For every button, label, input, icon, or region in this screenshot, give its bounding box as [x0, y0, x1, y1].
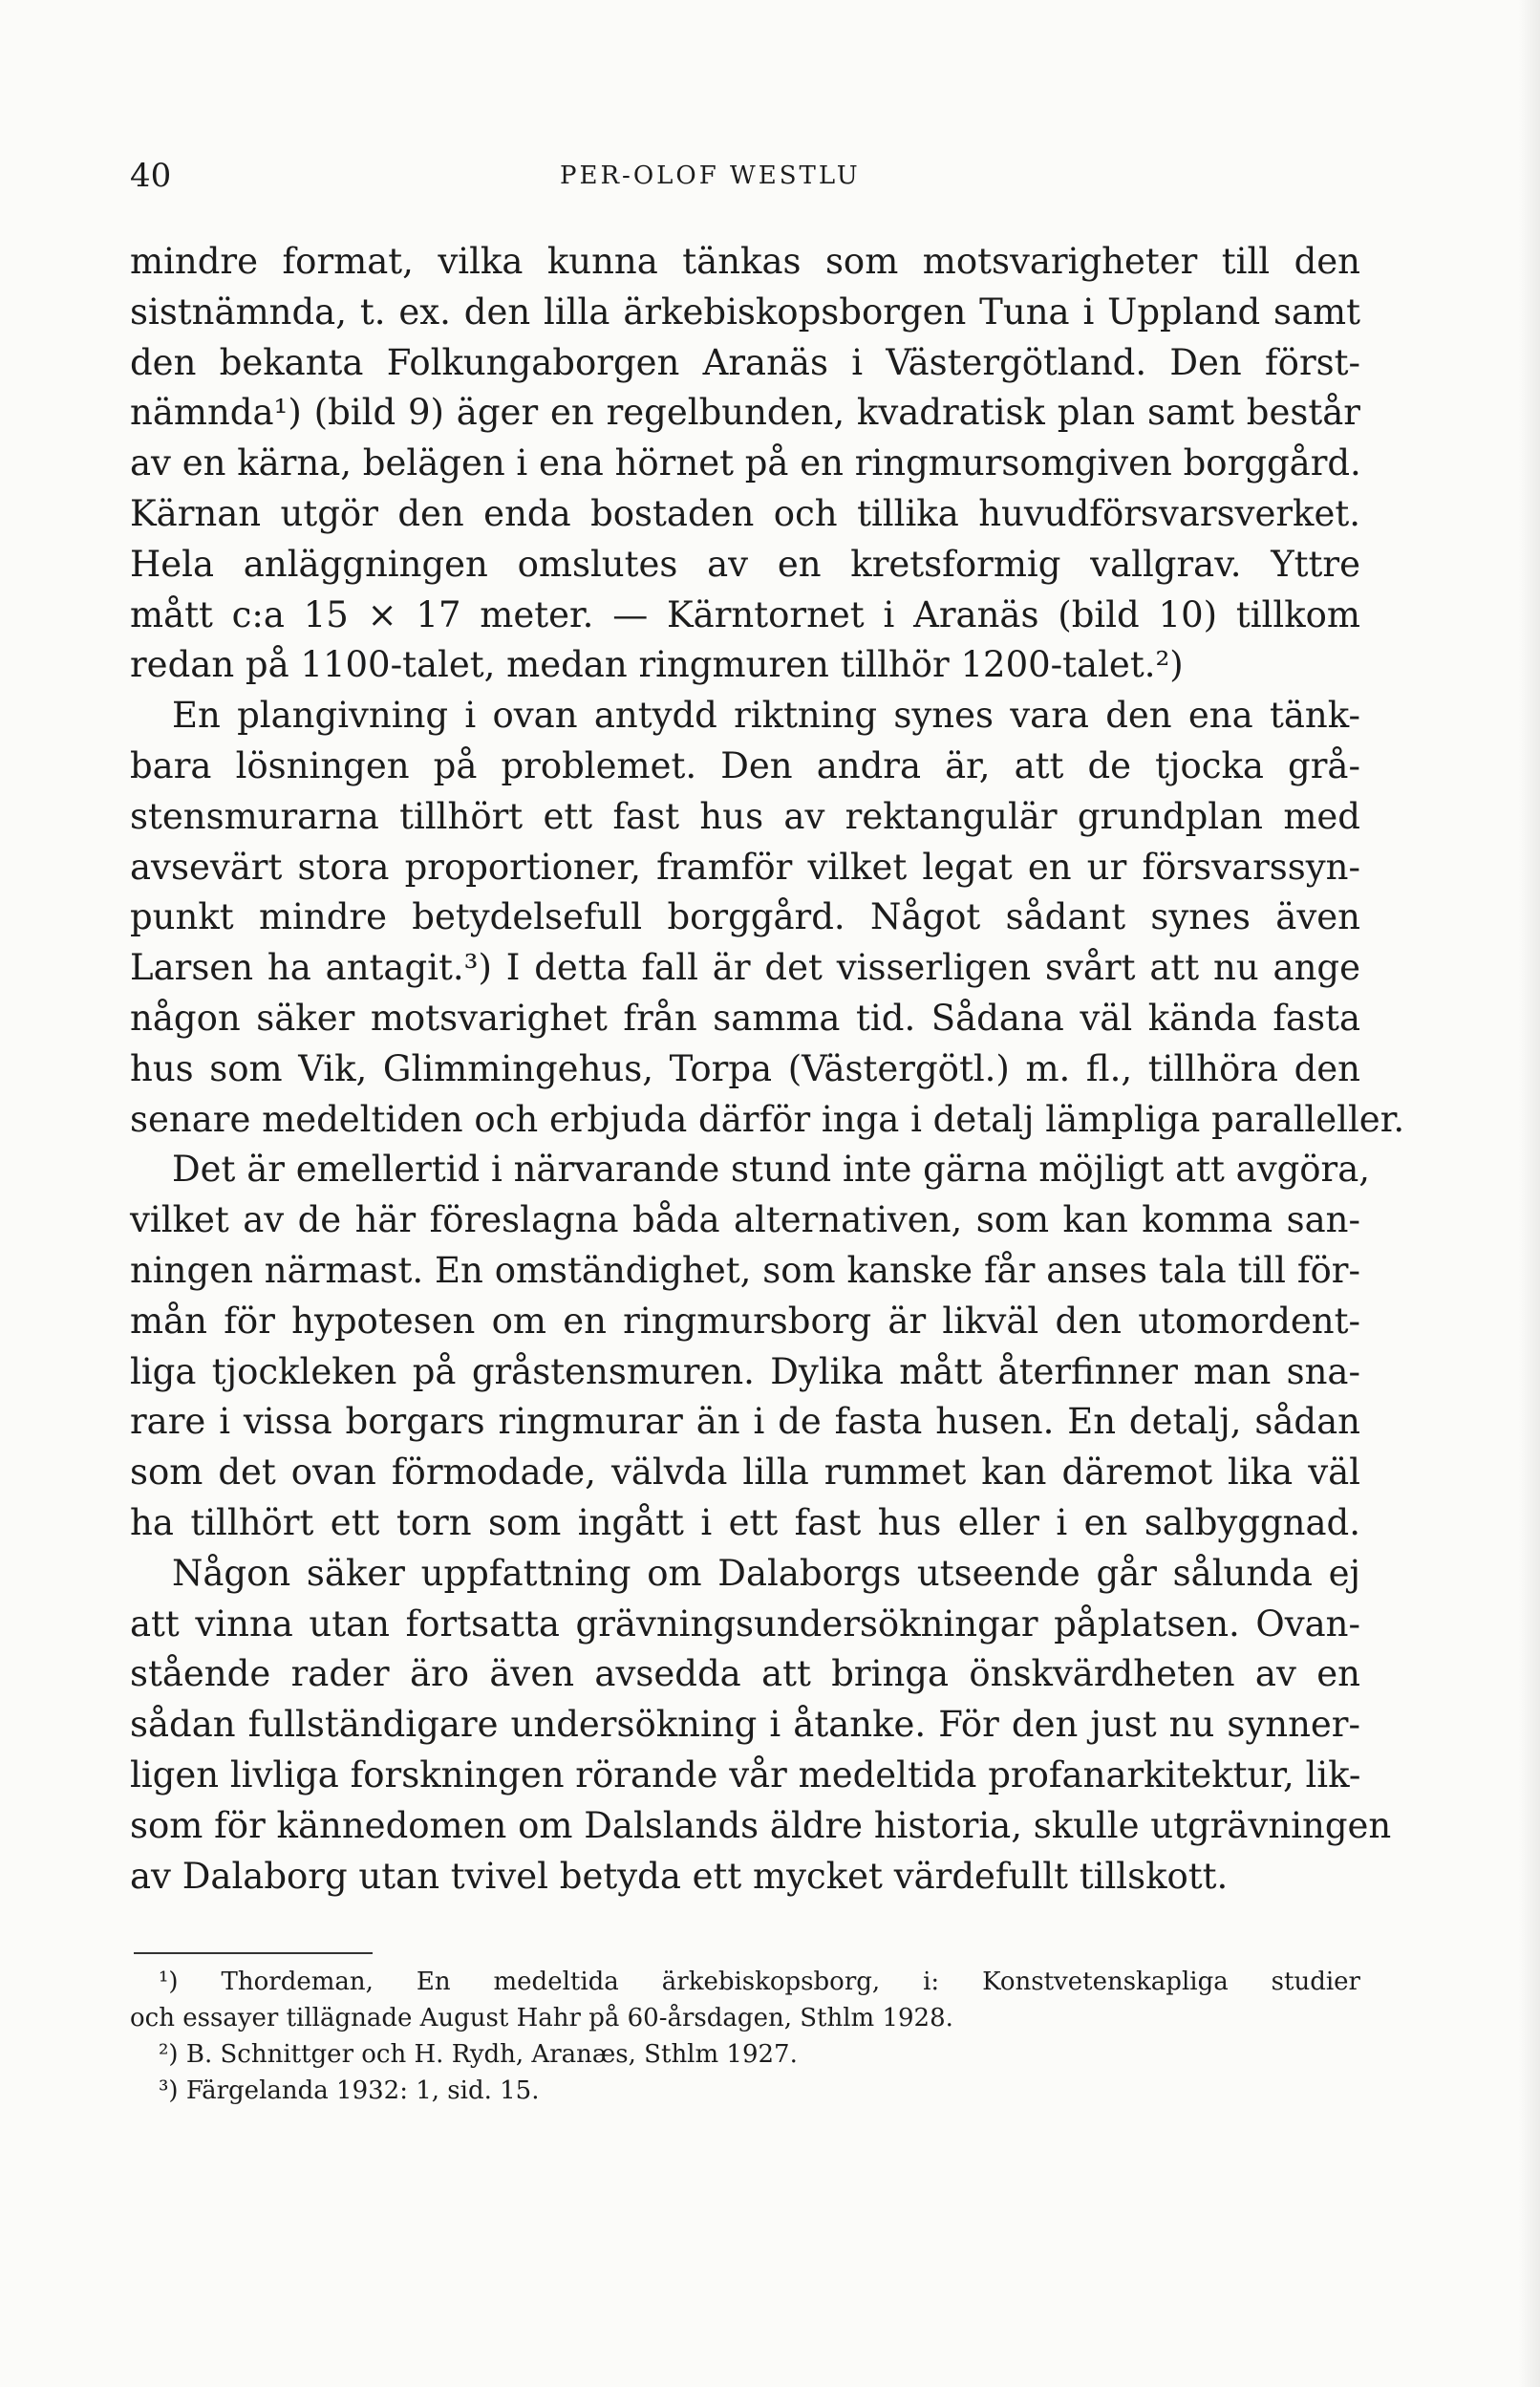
- footnote-line: och essayer tillägnade August Hahr på 60-årsdagen, Sthlm 1928.: [130, 2004, 953, 2032]
- text-line: någon säker motsvarighet från samma tid. Sådana väl kända fasta: [130, 997, 1360, 1039]
- text-line: sistnämnda, t. ex. den lilla ärkebiskopsborgen Tuna i Uppland samt: [130, 290, 1360, 333]
- text-line: Det är emellertid i närvarande stund inte gärna möjligt att avgöra,: [172, 1149, 1371, 1191]
- text-line: avsevärt stora proportioner, framför vilket legat en ur försvarssyn-: [130, 846, 1360, 888]
- text-line: av Dalaborg utan tvivel betyda ett mycket värdefullt tillskott.: [130, 1855, 1229, 1897]
- body-text: [130, 237, 1405, 1902]
- page-edge: [1519, 0, 1540, 2387]
- text-line: ningen närmast. En omständighet, som kanske får anses tala till för-: [130, 1249, 1360, 1291]
- text-line: den bekanta Folkungaborgen Aranäs i Västergötland. Den först-: [130, 341, 1360, 383]
- text-line: mindre format, vilka kunna tänkas som motsvarigheter till den: [130, 241, 1360, 282]
- page-number: 40: [130, 157, 172, 195]
- footnotes: [130, 1964, 1360, 2109]
- text-line: Larsen ha antagit.³) I detta fall är det visserligen svårt att nu ange: [130, 947, 1360, 989]
- text-line: Kärnan utgör den enda bostaden och tillika huvudförsvarsverket.: [130, 492, 1360, 534]
- text-line: senare medeltiden och erbjuda därför inga i detalj lämpliga paralleller.: [130, 1098, 1405, 1140]
- text-line: ligen livliga forskningen rörande vår medeltida profanarkitektur, lik-: [130, 1753, 1361, 1796]
- running-head: [130, 153, 1360, 199]
- text-line: punkt mindre betydelsefull borggård. Något sådant synes även: [130, 896, 1360, 938]
- footnote-line: ³) Färgelanda 1932: 1, sid. 15.: [159, 2076, 540, 2105]
- text-line: stående rader äro även avsedda att bringa önskvärdheten av en: [130, 1653, 1360, 1695]
- text-line: som för kännedomen om Dalslands äldre historia, skulle utgrävningen: [130, 1804, 1392, 1846]
- text-line: Någon säker uppfattning om Dalaborgs utseende går sålunda ej: [172, 1552, 1360, 1594]
- footnote-line: ¹) Thordeman, En medeltida ärkebiskopsborg, i: Konstvetenskapliga studier: [159, 1968, 1360, 1996]
- footnote-line: ²) B. Schnittger och H. Rydh, Aranæs, Sthlm 1927.: [159, 2040, 798, 2069]
- text-line: vilket av de här föreslagna båda alternativen, som kan komma san-: [130, 1199, 1360, 1241]
- text-line: Hela anläggningen omslutes av en kretsformig vallgrav. Yttre: [130, 543, 1360, 585]
- text-line: mån för hypotesen om en ringmursborg är likväl den utomordent-: [130, 1300, 1360, 1342]
- text-line: rare i vissa borgars ringmurar än i de fasta husen. En detalj, sådan: [130, 1401, 1360, 1443]
- text-line: att vinna utan fortsatta grävningsundersökningar påplatsen. Ovan-: [130, 1602, 1360, 1645]
- footnote-divider: [134, 1952, 373, 1954]
- author-running-head: PER-OLOF WESTLU: [560, 161, 861, 190]
- text-line: ha tillhört ett torn som ingått i ett fast hus eller i en salbyggnad.: [130, 1501, 1360, 1543]
- text-line: En plangivning i ovan antydd riktning synes vara den ena tänk-: [172, 695, 1360, 737]
- text-line: nämnda¹) (bild 9) äger en regelbunden, kvadratisk plan samt består: [130, 392, 1360, 434]
- text-line: mått c:a 15 × 17 meter. — Kärntornet i Aranäs (bild 10) tillkom: [130, 593, 1360, 635]
- text-line: stensmurarna tillhört ett fast hus av rektangulär grundplan med: [130, 795, 1360, 837]
- text-line: sådan fullständigare undersökning i åtanke. För den just nu synner-: [130, 1704, 1360, 1746]
- text-line: liga tjockleken på gråstensmuren. Dylika mått återfinner man sna-: [130, 1350, 1360, 1392]
- text-line: som det ovan förmodade, välvda lilla rummet kan däremot lika väl: [130, 1452, 1360, 1494]
- text-line: av en kärna, belägen i ena hörnet på en ringmursomgiven borggård.: [130, 442, 1361, 484]
- text-line: bara lösningen på problemet. Den andra är, att de tjocka grå-: [130, 744, 1360, 786]
- text-line: hus som Vik, Glimmingehus, Torpa (Västergötl.) m. fl., tillhöra den: [130, 1047, 1360, 1089]
- text-line: redan på 1100-talet, medan ringmuren tillhör 1200-talet.²): [130, 644, 1184, 686]
